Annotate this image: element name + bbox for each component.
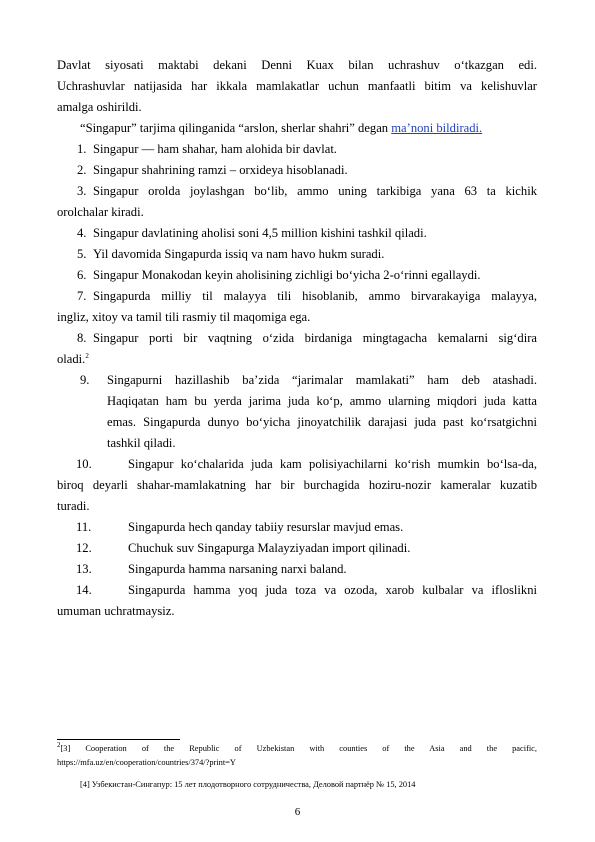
paragraph-line: amalga oshirildi. [57,100,142,114]
list-item-line: tashkil qiladi. [107,436,176,450]
list-item-line: Singapur davlatining aholisi soni 4,5 million kishini tashkil qiladi. [93,226,427,240]
list-item-line: Singapurda milliy til malayya tili hisoblanib, ammo birvarakayiga malayya, [93,289,537,303]
list-item-number: 14. [76,583,92,597]
list-item-line: Singapur porti bir vaqtning o‘zida birdaniga mingtagacha kemalarni sig‘dira [93,331,537,345]
footnote-ref: 2 [85,351,89,360]
paragraph-line [80,120,482,136]
list-item-line: Singapurda hamma yoq juda toza va ozoda, xarob kulbalar va ifloslikni [128,583,537,597]
meaning-link[interactable]: ma’noni bildiradi. [391,121,483,135]
list-item-line: biroq deyarli shahar-mamlakatning har bir burchagida hoziru-nozir kameralar kuzatib [57,478,537,492]
list-item-line: turadi. [57,499,90,513]
list-item-number: 8. [77,331,87,345]
paragraph-line: Uchrashuvlar natijasida har ikkala mamlakatlar uchun manfaatli bitim va kelishuvlar [57,79,537,93]
list-item-line: Chuchuk suv Singapurga Malayziyadan import qilinadi. [128,541,411,555]
list-item-line: emas. Singapurda dunyo bo‘yicha jinoyatchilik darajasi juda past ko‘rsatgichni [107,415,537,429]
list-item-number: 1. [77,142,87,156]
list-item-number: 6. [77,268,87,282]
footnote-2: [4] Узбекистан-Сингапур: 15 лет плодотворного сотрудничества, Деловой партнёр № 15, 2014 [80,780,416,789]
list-item-number: 11. [76,520,92,534]
list-item-number: 10. [76,457,92,471]
list-item-line: Singapur Monakodan keyin aholisining zichligi bo‘yicha 2-o‘rinni egallaydi. [93,268,481,282]
list-item-line: oladi.$^2$ [57,351,89,366]
list-item-number: 3. [77,184,87,198]
list-item-line: Haqiqatan ham bu yerda jarima juda ko‘p, ammo ularning miqdori juda katta [107,394,537,408]
footnote-1 [57,743,537,754]
list-item-line: Singapur orolda joylashgan bo‘lib, ammo uning tarkibiga yana 63 ta kichik [93,184,537,198]
list-item-line: Yil davomida Singapurda issiq va nam havo hukm suradi. [93,247,385,261]
list-item-number: 5. [77,247,87,261]
list-item-line: Singapur — ham shahar, ham alohida bir davlat. [93,142,337,156]
list-item-line: Singapurni hazillashib ba’zida “jarimalar mamlakati” ham deb atashadi. [107,373,537,387]
list-item-line: Singapur shahrining ramzi – orxideya hisoblanadi. [93,163,348,177]
list-item-number: 4. [77,226,87,240]
list-item-line: orolchalar kiradi. [57,205,144,219]
list-item-number: 7. [77,289,87,303]
list-item-number: 9. [80,373,90,387]
list-item-line: Singapurda hech qanday tabiiy resurslar mavjud emas. [128,520,404,534]
footnote-1-text: [3] Cooperation of the Republic of Uzbekistan with counties of the Asia and the pacific, [60,744,537,753]
list-item-line: Singapur ko‘chalarida juda kam polisiyachilarni ko‘rish mumkin bo‘lsa-da, [128,457,537,471]
list-item-line: umuman uchratmaysiz. [57,604,175,618]
intro-text: “Singapur” tarjima qilinganida “arslon, sherlar shahri” degan [80,121,392,135]
paragraph-line: Davlat siyosati maktabi dekani Denni Kuax bilan uchrashuv o‘tkazgan edi. [57,58,537,72]
page-number: 6 [294,806,301,818]
list-item-number: 2. [77,163,87,177]
list-item-number: 12. [76,541,92,555]
list-item-line: Singapurda hamma narsaning narxi baland. [128,562,347,576]
footnote-1-url[interactable]: https://mfa.uz/en/cooperation/countries/374/?print=Y [57,758,236,767]
list-item-number: 13. [76,562,92,576]
footnote-separator [57,739,180,740]
list-item-line: ingliz, xitoy va tamil tili rasmiy til maqomiga ega. [57,310,311,324]
footnote-mark: 2 [57,741,61,750]
